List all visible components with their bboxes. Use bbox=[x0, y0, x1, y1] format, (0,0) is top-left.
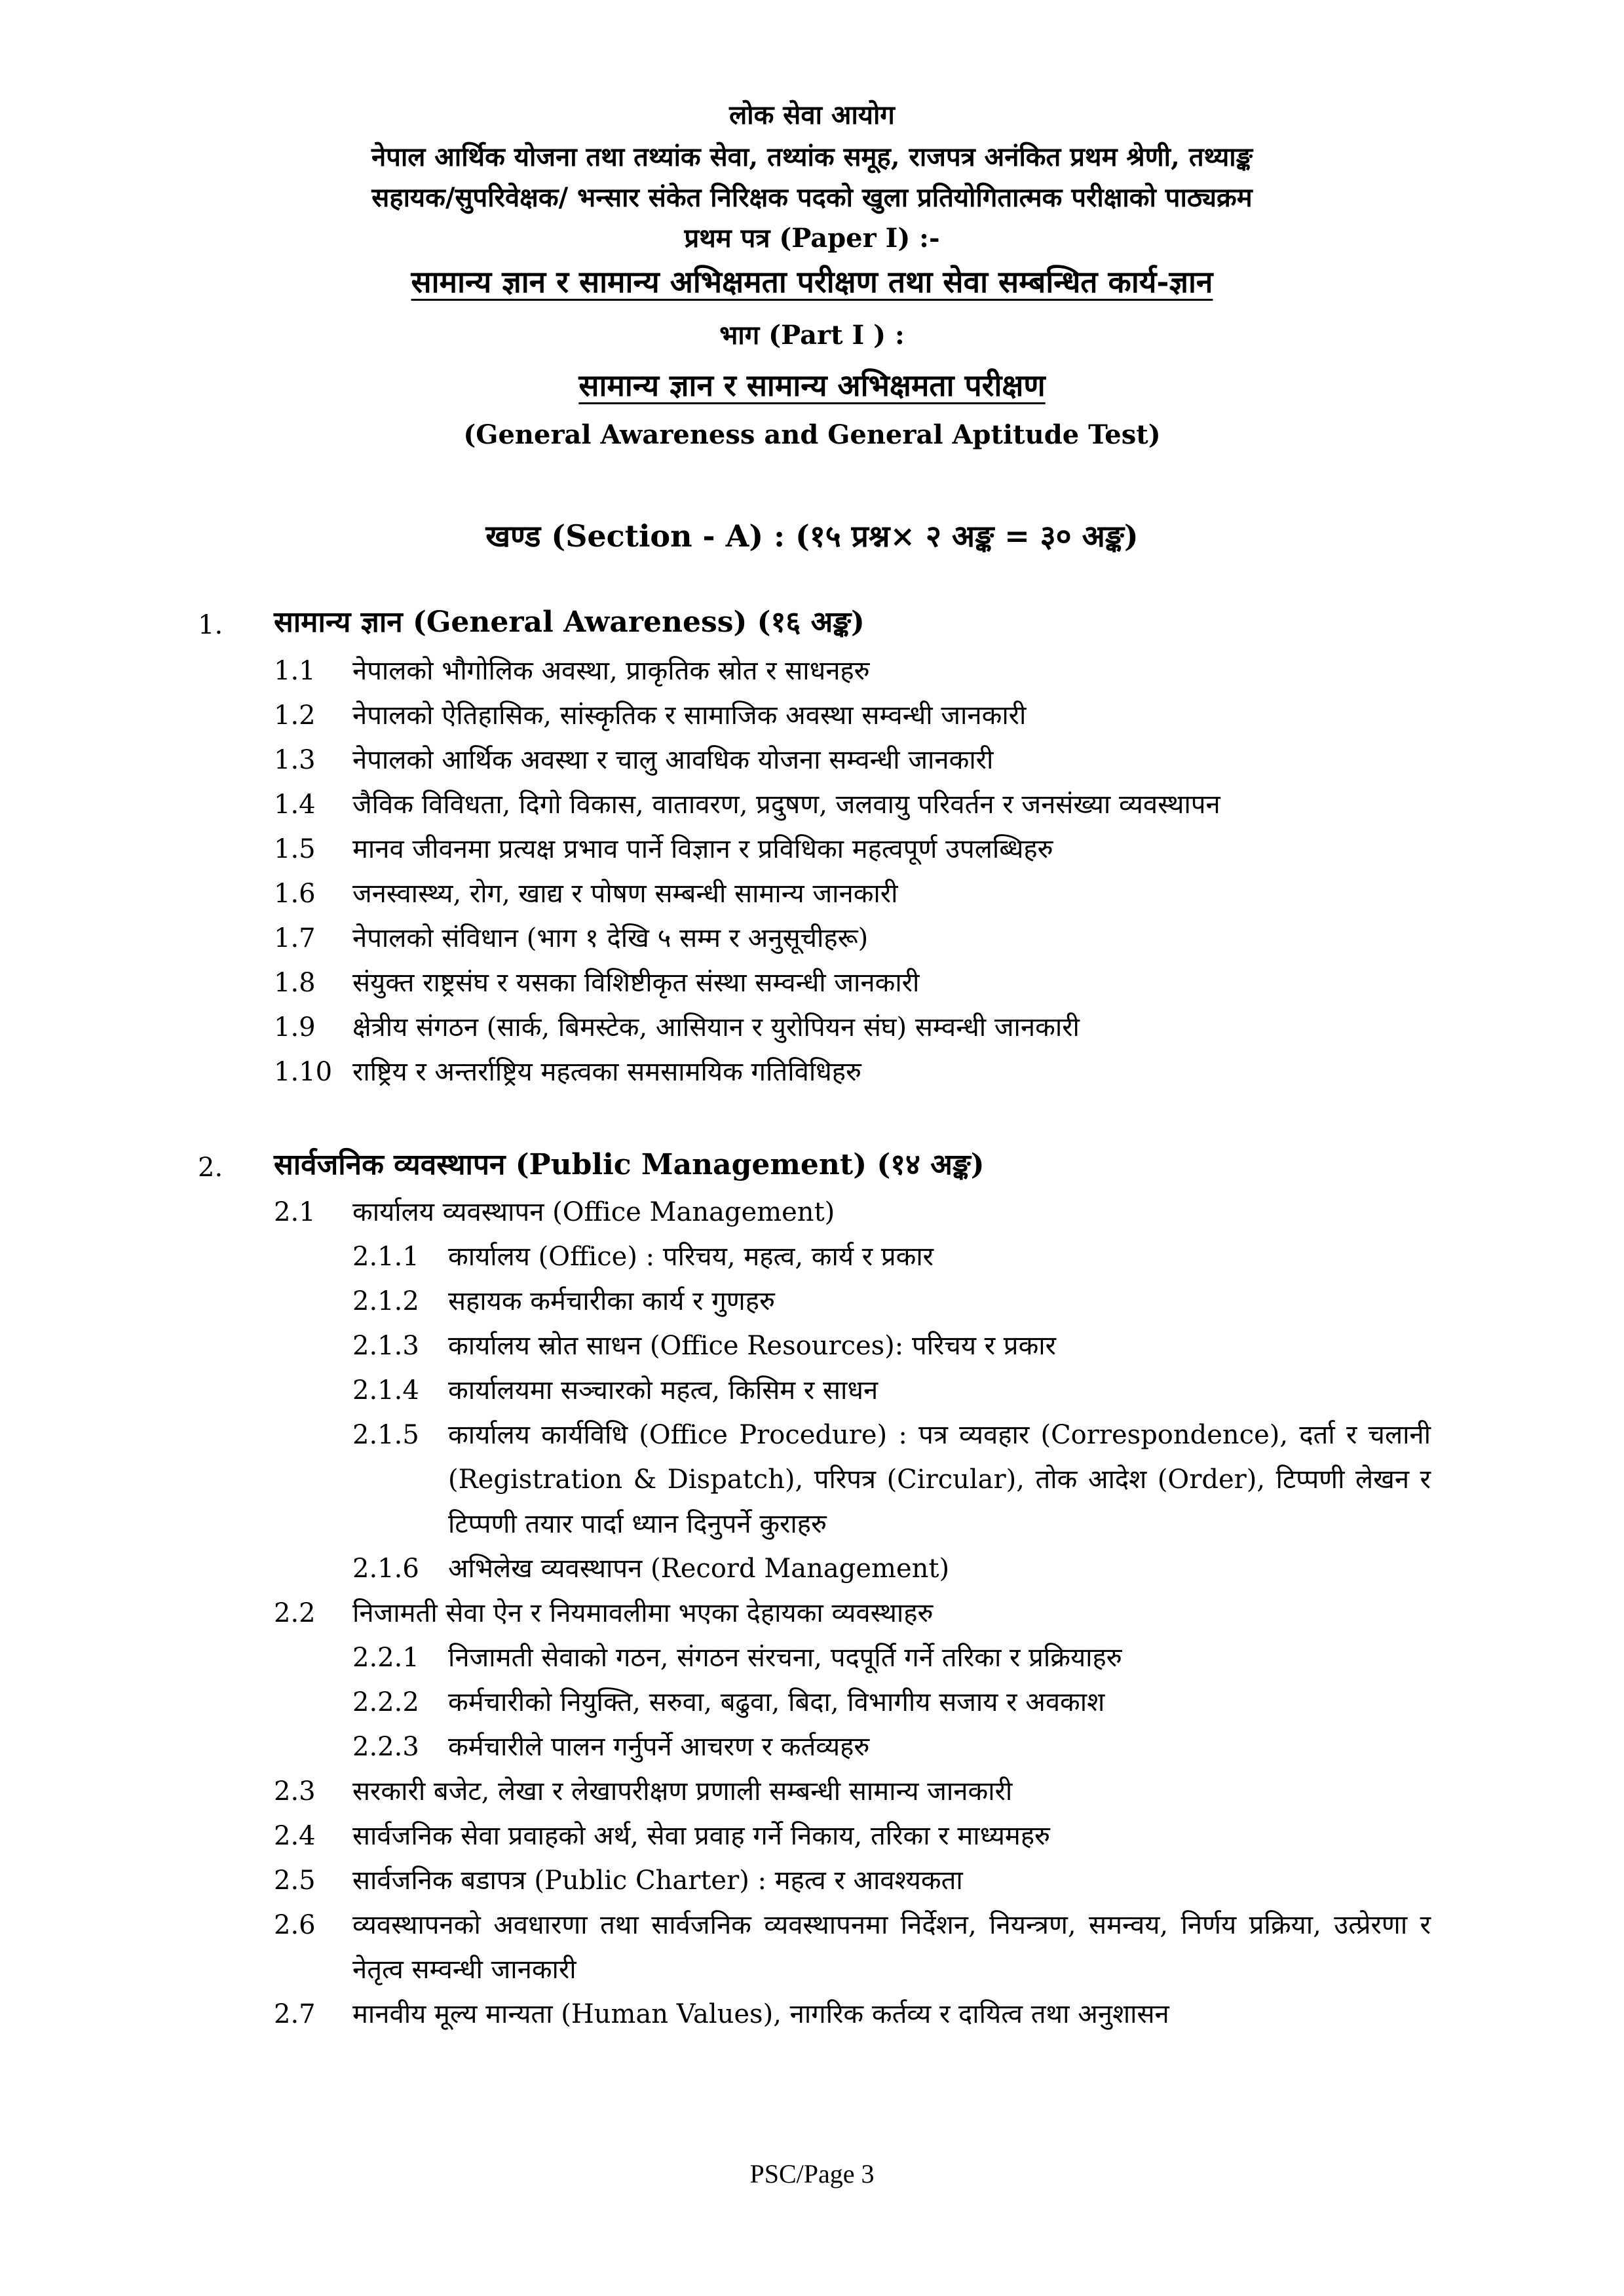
document-page: लोक सेवा आयोग नेपाल आर्थिक योजना तथा तथ्यांक सेवा, तथ्यांक समूह, राजपत्र अनंकित प्रथम श्रेणी, तथ्याङ्क सहायक/सुपरिवेक्षक/ भन्सार संकेत निरिक्षक पदको खुला प्रतियोगितात्मक परीक्षाको पाठ्यक्रम प्रथम पत्र (Paper I) :- सामान्य ज्ञान र सामान्य अभिक्षमता परीक्षण तथा सेवा सम्बन्धित कार्य-ज्ञान भाग (Part I ) : सामान्य ज्ञान र सामान्य अभिक्षमता परीक्षण (General Awareness and General Aptitude Test) खण्ड (Section - A) : (१५ प्रश्न× २ अङ्क = ३० अङ्क) 1. सामान्य ज्ञान (General Awareness) (१६ अङ्क) 1.1 नेपालको भौगोलिक अवस्था, प्राकृतिक स्रोत र साधनहरु 1.2 नेपालको ऐतिहासिक, सांस्कृतिक र सामाजिक अवस्था सम्वन्धी जानकारी 1.3 नेपालको आर्थिक अवस्था र चालु आवधिक योजना सम्वन्धी जानकारी 1.4 जैविक विविधता, दिगो विकास, वातावरण, प्रदुषण, जलवायु परिवर्तन र जनसंख्या व्यवस्थापन 1.5 मानव जीवनमा प्रत्यक्ष प्रभाव पार्ने विज्ञान र प्रविधिका महत्वपूर्ण उपलब्धिहरु 1.6 जनस्वास्थ्य, रोग, खाद्य र पोषण सम्बन्धी सामान्य जानकारी 1.7 नेपालको संविधान (भाग १ देखि ५ सम्म र अनुसूचीहरू) 1.8 संयुक्त राष्ट्रसंघ र यसका विशिष्टीकृत संस्था सम्वन्धी जानकारी 1.9 क्षेत्रीय संगठन (सार्क, बिमस्टेक, आसियान र युरोपियन संघ) सम्वन्धी जानकारी 1.10 राष्ट्रिय र अन्तर्राष्ट्रिय महत्वका समसामयिक गतिविधिहरु 2. सार्वजनिक व्यवस्थापन (Public Management) (१४ अङ्क) 2.1 कार्यालय व्यवस्थापन (Office Management) 2.1.1 कार्यालय (Office) : परिचय, महत्व, कार्य र प्रकार 2.1.2 सहायक कर्मचारीका कार्य र गुणहरु 2.1.3 कार्यालय स्रोत साधन (Office Resources): परिचय र प्रकार 2.1.4 कार्यालयमा सञ्चारको महत्व, किसिम र साधन 2.1.5 कार्यालय कार्यविधि (Office Procedure) : पत्र व्यवहार (Correspondence), दर्ता र चलानी (Registration & Dispatch), परिपत्र (Circular), तोक आदेश (Order), टिप्पणी लेखन र टिप्पणी तयार पार्दा ध्यान दिनुपर्ने कुराहरु 2.1.6 अभिलेख व्यवस्थापन (Record Management) 2.2 निजामती सेवा ऐन र नियमावलीमा भएका देहायका व्यवस्थाहरु 2.2.1 निजामती सेवाको गठन, संगठन संरचना, पदपूर्ति गर्ने तरिका र प्रक्रियाहरु 2.2.2 कर्मचारीको नियुक्ति, सरुवा, बढुवा, बिदा, विभागीय सजाय र अवकाश 2.2.3 कर्मचारीले पालन गर्नुपर्ने आचरण र कर्तव्यहरु 2.3 सरकारी बजेट, लेखा र लेखापरीक्षण प्रणाली सम्बन्धी सामान्य जानकारी 2.4 सार्वजनिक सेवा प्रवाहको अर्थ, सेवा प्रवाह गर्ने निकाय, तरिका र माध्यमहरु 2.5 सार्वजनिक बडापत्र (Public Charter) : महत्व र आवश्यकता 2.6 व्यवस्थापनको अवधारणा तथा सार्वजनिक व्यवस्थापनमा निर्देशन, नियन्त्रण, समन्वय, निर्णय प्रक्रिया, उत्प्रेरणा र नेतृत्व सम्वन्धी जानकारी 2.7 मानवीय मूल्य मान्यता (Human Values), नागरिक कर्तव्य र दायित्व तथा अनुशासन PSC/Page 3 bbox=[0, 0, 1624, 2296]
section-1-title: सामान्य ज्ञान (General Awareness) (१६ अङ्क) bbox=[274, 605, 865, 639]
paper-title: सामान्य ज्ञान र सामान्य अभिक्षमता परीक्षण तथा सेवा सम्बन्धित कार्य-ज्ञान bbox=[411, 264, 1213, 299]
section-2-number: 2. bbox=[198, 1153, 223, 1183]
part-title-english: (General Awareness and General Aptitude Test) bbox=[463, 419, 1161, 450]
header-line-3: सहायक/सुपरिवेक्षक/ भन्सार संकेत निरिक्षक पदको खुला प्रतियोगितात्मक परीक्षाको पाठ्यक्रम bbox=[371, 182, 1253, 213]
sub-list-item-text-multiline: कार्यालय कार्यविधि (Office Procedure) : पत्र व्यवहार (Correspondence), दर्ता र चलानी (Registration & Dispatch), परिपत्र (Circular), तोक आदेश (Order), टिप्पणी लेखन र टिप्पणी तयार पार्दा ध्यान दिनुपर्ने कुराहरु bbox=[448, 1420, 1431, 1539]
section-2-title: सार्वजनिक व्यवस्थापन (Public Management) (१४ अङ्क) bbox=[274, 1148, 985, 1181]
section-heading: खण्ड (Section - A) : (१५ प्रश्न× २ अङ्क = ३० अङ्क) bbox=[485, 518, 1139, 554]
part-heading: भाग (Part I ) : bbox=[719, 320, 905, 351]
paper-heading: प्रथम पत्र (Paper I) :- bbox=[684, 223, 940, 254]
header-line-2: नेपाल आर्थिक योजना तथा तथ्यांक सेवा, तथ्यांक समूह, राजपत्र अनंकित प्रथम श्रेणी, तथ्याङ्क bbox=[371, 142, 1253, 172]
page-footer: PSC/Page 3 bbox=[749, 2159, 875, 2189]
section-1-number: 1. bbox=[198, 610, 223, 640]
part-title: सामान्य ज्ञान र सामान्य अभिक्षमता परीक्षण bbox=[578, 368, 1046, 403]
header-org: लोक सेवा आयोग bbox=[729, 100, 895, 130]
list-item-text-multiline: व्यवस्थापनको अवधारणा तथा सार्वजनिक व्यवस्थापनमा निर्देशन, नियन्त्रण, समन्वय, निर्णय प्रक्रिया, उत्प्रेरणा र नेतृत्व सम्वन्धी जानकारी bbox=[352, 1910, 1431, 1985]
